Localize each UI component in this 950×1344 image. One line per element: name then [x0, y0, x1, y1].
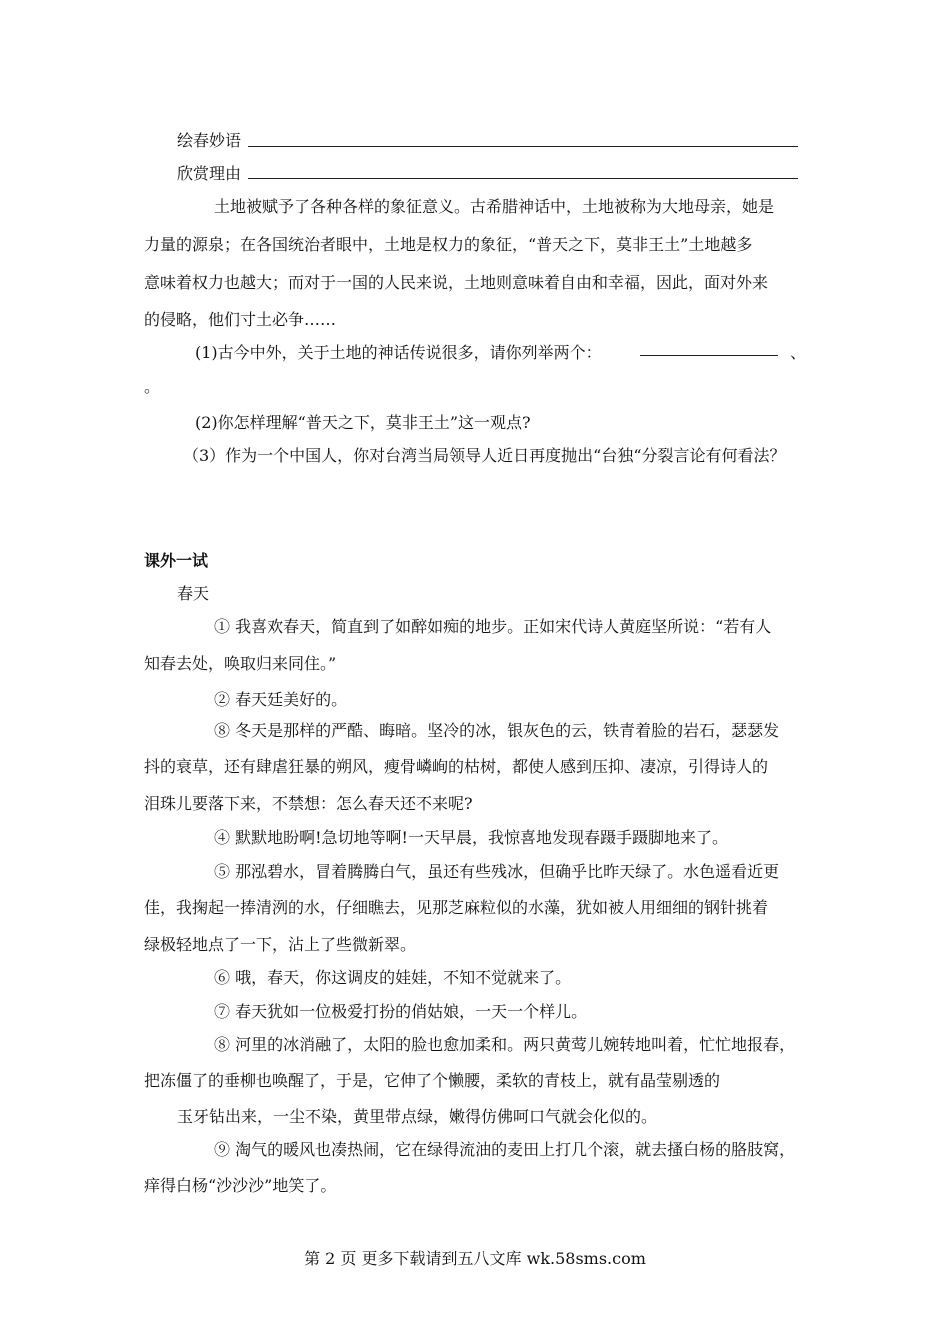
- section-heading: 课外一试: [144, 551, 209, 570]
- essay-line: ⑨ 淘气的暖风也凑热闹，它在绿得流油的麦田上打几个滚，就去搔白杨的胳肢窝，: [214, 1140, 796, 1159]
- essay-line: ④ 默默地盼啊!急切地等啊!一天早晨，我惊喜地发现春蹑手蹑脚地来了。: [214, 828, 728, 847]
- field-label-1: 绘春妙语: [177, 131, 242, 150]
- essay-line: 把冻僵了的垂柳也唤醒了，于是，它伸了个懒腰，柔软的青枝上，就有晶莹剔透的: [144, 1071, 721, 1090]
- essay-line: 泪珠儿要落下来，不禁想：怎么春天还不来呢?: [144, 794, 473, 813]
- essay-line: ⑥ 哦，春天，你这调皮的娃娃，不知不觉就来了。: [214, 968, 572, 987]
- paragraph-line: 力量的源泉；在各国统治者眼中，土地是权力的象征，“普天之下，莫非王土”土地越多: [144, 235, 753, 254]
- essay-line: ⑧ 冬天是那样的严酷、晦暗。坚冷的冰，银灰色的云，铁青着脸的岩石，瑟瑟发: [214, 721, 780, 740]
- essay-line: 抖的衰草，还有肆虐狂暴的朔风，瘦骨嶙峋的枯树，都使人感到压抑、凄凉，引得诗人的: [144, 757, 769, 776]
- paragraph-line: 意味着权力也越大；而对于一国的人民来说，土地则意味着自由和幸福，因此，面对外来: [144, 273, 769, 292]
- essay-line: 知春去处，唤取归来同住。”: [144, 654, 337, 673]
- essay-line: 佳，我掬起一捧清洌的水，仔细瞧去，见那芝麻粒似的水藻，犹如被人用细细的钢针挑着: [144, 898, 769, 917]
- question-1-end: 。: [144, 377, 161, 396]
- question-3: （3）作为一个中国人，你对台湾当局领导人近日再度抛出“台独“分裂言论有何看法？: [183, 446, 786, 465]
- answer-line-1[interactable]: [248, 146, 798, 147]
- essay-line: ② 春天廷美好的。: [214, 690, 348, 709]
- essay-line: ① 我喜欢春天，简直到了如醉如痴的地步。正如宋代诗人黄庭坚所说：“若有人: [214, 617, 772, 636]
- question-2: (2)你怎样理解“普天之下，莫非王土”这一观点?: [195, 413, 531, 432]
- question-1-separator: 、: [790, 343, 807, 362]
- question-1: (1)古今中外，关于土地的神话传说很多，请你列举两个：: [195, 343, 602, 362]
- field-label-2: 欣赏理由: [177, 164, 242, 183]
- paragraph-line: 土地被赋予了各种各样的象征意义。古希腊神话中，土地被称为大地母亲，她是: [214, 197, 775, 216]
- essay-line: 绿极轻地点了一下，沾上了些微新翠。: [144, 935, 417, 954]
- page-footer: 第 2 页 更多下载请到五八文库 wk.58sms.com: [304, 1249, 646, 1268]
- essay-title: 春天: [177, 584, 210, 603]
- paragraph-line: 的侵略，他们寸土必争……: [144, 310, 337, 329]
- essay-line: 玉牙钻出来，一尘不染，黄里带点绿，嫩得仿佛呵口气就会化似的。: [177, 1107, 658, 1126]
- essay-line: ⑦ 春天犹如一位极爱打扮的俏姑娘，一天一个样儿。: [214, 1002, 588, 1021]
- essay-line: ⑤ 那泓碧水，冒着腾腾白气，虽还有些残冰，但确乎比昨天绿了。水色遥看近更: [214, 862, 780, 881]
- answer-line-2[interactable]: [248, 178, 798, 179]
- essay-line: ⑧ 河里的冰消融了，太阳的脸也愈加柔和。两只黄莺儿婉转地叫着，忙忙地报春，: [214, 1035, 796, 1054]
- essay-line: 痒得白杨“沙沙沙”地笑了。: [144, 1176, 337, 1195]
- question-1-blank[interactable]: [640, 355, 778, 356]
